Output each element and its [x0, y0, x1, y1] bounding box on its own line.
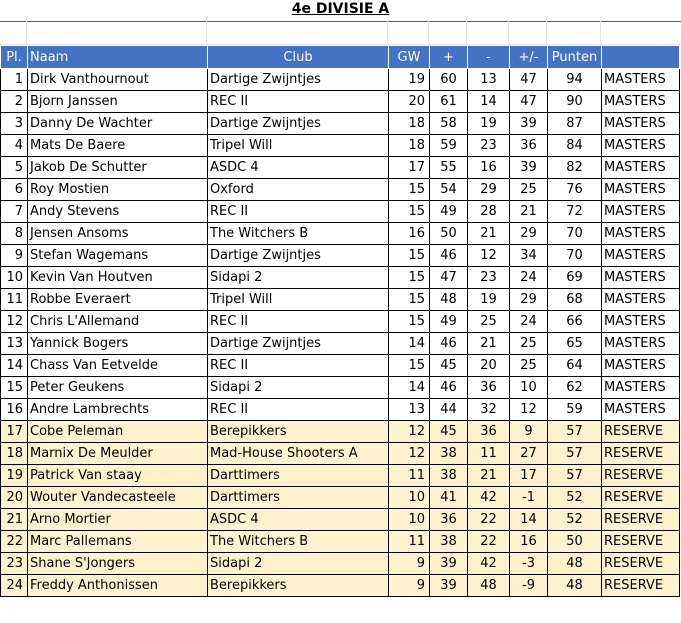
- cell-plus: 36: [430, 509, 468, 531]
- cell-status: MASTERS: [602, 135, 680, 157]
- table-row: [1, 69, 680, 91]
- cell-status: MASTERS: [602, 179, 680, 201]
- cell-status: RESERVE: [602, 553, 680, 575]
- cell-plus: 61: [430, 91, 468, 113]
- cell-plus: 58: [430, 113, 468, 135]
- cell-punten: 70: [548, 223, 602, 245]
- cell-diff: 39: [510, 157, 548, 179]
- cell-gw: 10: [389, 509, 430, 531]
- cell-diff: 39: [510, 113, 548, 135]
- column-header-plus: +: [430, 46, 468, 69]
- cell-punten: 65: [548, 333, 602, 355]
- cell-plus: 39: [430, 575, 468, 597]
- header-row: [1, 46, 680, 69]
- cell-minus: 28: [468, 201, 510, 223]
- cell-club: Dartige Zwijntjes: [208, 245, 389, 267]
- cell-club: The Witchers B: [208, 531, 389, 553]
- table-row: [1, 267, 680, 289]
- gridline: [466, 21, 467, 45]
- gridline: [387, 21, 388, 45]
- cell-gw: 15: [389, 355, 430, 377]
- cell-diff: 29: [510, 223, 548, 245]
- cell-plus: 60: [430, 69, 468, 91]
- cell-punten: 62: [548, 377, 602, 399]
- cell-rank: 20: [1, 487, 28, 509]
- cell-club: Dartige Zwijntjes: [208, 113, 389, 135]
- cell-punten: 57: [548, 443, 602, 465]
- cell-name: Shane S'Jongers: [28, 553, 208, 575]
- cell-diff: 21: [510, 201, 548, 223]
- cell-punten: 64: [548, 355, 602, 377]
- cell-name: Peter Geukens: [28, 377, 208, 399]
- cell-gw: 15: [389, 311, 430, 333]
- title-row: [0, 0, 681, 22]
- table-row: [1, 443, 680, 465]
- table-row: [1, 333, 680, 355]
- cell-diff: -3: [510, 553, 548, 575]
- table-row: [1, 179, 680, 201]
- table-row: [1, 311, 680, 333]
- cell-name: Dirk Vanthournout: [28, 69, 208, 91]
- cell-name: Freddy Anthonissen: [28, 575, 208, 597]
- table-row: [1, 201, 680, 223]
- cell-status: RESERVE: [602, 465, 680, 487]
- cell-diff: 14: [510, 509, 548, 531]
- cell-diff: 25: [510, 179, 548, 201]
- cell-rank: 16: [1, 399, 28, 421]
- table-row: [1, 575, 680, 597]
- table-row: [1, 509, 680, 531]
- cell-plus: 38: [430, 443, 468, 465]
- cell-punten: 94: [548, 69, 602, 91]
- cell-punten: 70: [548, 245, 602, 267]
- cell-name: Jensen Ansoms: [28, 223, 208, 245]
- gridline: [428, 21, 429, 45]
- cell-club: Tripel Will: [208, 135, 389, 157]
- cell-diff: -9: [510, 575, 548, 597]
- cell-status: MASTERS: [602, 267, 680, 289]
- cell-name: Arno Mortier: [28, 509, 208, 531]
- cell-status: MASTERS: [602, 113, 680, 135]
- cell-rank: 23: [1, 553, 28, 575]
- cell-name: Roy Mostien: [28, 179, 208, 201]
- cell-diff: 24: [510, 311, 548, 333]
- cell-plus: 39: [430, 553, 468, 575]
- cell-punten: 48: [548, 575, 602, 597]
- cell-punten: 66: [548, 311, 602, 333]
- cell-club: Oxford: [208, 179, 389, 201]
- cell-rank: 7: [1, 201, 28, 223]
- cell-status: RESERVE: [602, 509, 680, 531]
- cell-plus: 49: [430, 311, 468, 333]
- table-row: [1, 91, 680, 113]
- cell-plus: 46: [430, 245, 468, 267]
- cell-plus: 38: [430, 531, 468, 553]
- cell-plus: 54: [430, 179, 468, 201]
- cell-name: Bjorn Janssen: [28, 91, 208, 113]
- cell-punten: 59: [548, 399, 602, 421]
- cell-status: RESERVE: [602, 531, 680, 553]
- cell-club: Sidapi 2: [208, 377, 389, 399]
- cell-name: Marnix De Meulder: [28, 443, 208, 465]
- cell-rank: 17: [1, 421, 28, 443]
- cell-name: Marc Pallemans: [28, 531, 208, 553]
- cell-plus: 46: [430, 377, 468, 399]
- cell-club: REC II: [208, 355, 389, 377]
- cell-punten: 57: [548, 421, 602, 443]
- cell-diff: 16: [510, 531, 548, 553]
- cell-minus: 36: [468, 421, 510, 443]
- cell-gw: 14: [389, 333, 430, 355]
- table-row: [1, 223, 680, 245]
- cell-gw: 18: [389, 135, 430, 157]
- cell-club: Berepikkers: [208, 421, 389, 443]
- cell-minus: 14: [468, 91, 510, 113]
- cell-diff: 27: [510, 443, 548, 465]
- cell-gw: 15: [389, 245, 430, 267]
- cell-minus: 23: [468, 135, 510, 157]
- cell-status: RESERVE: [602, 487, 680, 509]
- cell-name: Robbe Everaert: [28, 289, 208, 311]
- cell-club: Tripel Will: [208, 289, 389, 311]
- cell-status: MASTERS: [602, 333, 680, 355]
- cell-club: ASDC 4: [208, 157, 389, 179]
- cell-diff: 10: [510, 377, 548, 399]
- cell-minus: 22: [468, 531, 510, 553]
- cell-status: RESERVE: [602, 421, 680, 443]
- cell-status: MASTERS: [602, 91, 680, 113]
- cell-gw: 19: [389, 69, 430, 91]
- cell-diff: 34: [510, 245, 548, 267]
- cell-rank: 18: [1, 443, 28, 465]
- cell-plus: 38: [430, 465, 468, 487]
- cell-plus: 47: [430, 267, 468, 289]
- cell-gw: 18: [389, 113, 430, 135]
- cell-club: Darttimers: [208, 487, 389, 509]
- cell-plus: 48: [430, 289, 468, 311]
- cell-minus: 16: [468, 157, 510, 179]
- cell-status: MASTERS: [602, 201, 680, 223]
- column-header-pl: Pl.: [1, 46, 28, 69]
- table-row: [1, 377, 680, 399]
- cell-rank: 14: [1, 355, 28, 377]
- cell-minus: 21: [468, 223, 510, 245]
- cell-status: RESERVE: [602, 443, 680, 465]
- cell-minus: 36: [468, 377, 510, 399]
- gridline: [546, 21, 547, 45]
- standings-body: [1, 69, 680, 597]
- cell-punten: 57: [548, 465, 602, 487]
- cell-punten: 52: [548, 509, 602, 531]
- table-row: [1, 487, 680, 509]
- cell-minus: 13: [468, 69, 510, 91]
- cell-punten: 90: [548, 91, 602, 113]
- cell-minus: 11: [468, 443, 510, 465]
- cell-name: Andy Stevens: [28, 201, 208, 223]
- cell-name: Yannick Bogers: [28, 333, 208, 355]
- table-row: [1, 245, 680, 267]
- cell-gw: 9: [389, 553, 430, 575]
- table-row: [1, 399, 680, 421]
- cell-status: MASTERS: [602, 289, 680, 311]
- cell-minus: 19: [468, 113, 510, 135]
- cell-diff: 9: [510, 421, 548, 443]
- cell-status: MASTERS: [602, 69, 680, 91]
- cell-minus: 22: [468, 509, 510, 531]
- cell-name: Cobe Peleman: [28, 421, 208, 443]
- cell-name: Chris L'Allemand: [28, 311, 208, 333]
- column-header-diff: +/-: [510, 46, 548, 69]
- cell-rank: 1: [1, 69, 28, 91]
- cell-name: Danny De Wachter: [28, 113, 208, 135]
- cell-punten: 69: [548, 267, 602, 289]
- cell-club: REC II: [208, 399, 389, 421]
- cell-status: RESERVE: [602, 575, 680, 597]
- column-header-minus: -: [468, 46, 510, 69]
- cell-status: MASTERS: [602, 355, 680, 377]
- cell-plus: 45: [430, 355, 468, 377]
- table-row: [1, 355, 680, 377]
- cell-diff: 25: [510, 333, 548, 355]
- cell-rank: 11: [1, 289, 28, 311]
- cell-minus: 25: [468, 311, 510, 333]
- cell-club: Sidapi 2: [208, 267, 389, 289]
- cell-diff: 36: [510, 135, 548, 157]
- cell-club: Mad-House Shooters A: [208, 443, 389, 465]
- cell-gw: 20: [389, 91, 430, 113]
- cell-minus: 29: [468, 179, 510, 201]
- cell-club: Sidapi 2: [208, 553, 389, 575]
- table-row: [1, 157, 680, 179]
- gridline: [508, 21, 509, 45]
- cell-status: MASTERS: [602, 245, 680, 267]
- cell-club: Dartige Zwijntjes: [208, 69, 389, 91]
- cell-plus: 49: [430, 201, 468, 223]
- cell-gw: 10: [389, 487, 430, 509]
- cell-club: ASDC 4: [208, 509, 389, 531]
- cell-punten: 76: [548, 179, 602, 201]
- cell-gw: 15: [389, 267, 430, 289]
- cell-diff: 47: [510, 91, 548, 113]
- cell-name: Jakob De Schutter: [28, 157, 208, 179]
- cell-rank: 5: [1, 157, 28, 179]
- cell-rank: 21: [1, 509, 28, 531]
- column-header-status: [602, 46, 680, 69]
- column-header-club: Club: [208, 46, 389, 69]
- cell-club: REC II: [208, 201, 389, 223]
- cell-minus: 23: [468, 267, 510, 289]
- cell-gw: 12: [389, 443, 430, 465]
- cell-punten: 48: [548, 553, 602, 575]
- cell-rank: 6: [1, 179, 28, 201]
- cell-gw: 15: [389, 201, 430, 223]
- cell-punten: 87: [548, 113, 602, 135]
- gridline: [600, 21, 601, 45]
- cell-rank: 3: [1, 113, 28, 135]
- cell-gw: 15: [389, 179, 430, 201]
- cell-punten: 52: [548, 487, 602, 509]
- cell-name: Wouter Vandecasteele: [28, 487, 208, 509]
- cell-plus: 59: [430, 135, 468, 157]
- cell-club: Berepikkers: [208, 575, 389, 597]
- cell-rank: 8: [1, 223, 28, 245]
- cell-name: Stefan Wagemans: [28, 245, 208, 267]
- cell-punten: 72: [548, 201, 602, 223]
- cell-status: MASTERS: [602, 377, 680, 399]
- cell-diff: 29: [510, 289, 548, 311]
- cell-minus: 12: [468, 245, 510, 267]
- cell-name: Andre Lambrechts: [28, 399, 208, 421]
- table-row: [1, 113, 680, 135]
- cell-gw: 12: [389, 421, 430, 443]
- cell-plus: 46: [430, 333, 468, 355]
- cell-rank: 2: [1, 91, 28, 113]
- cell-club: The Witchers B: [208, 223, 389, 245]
- cell-rank: 9: [1, 245, 28, 267]
- table-row: [1, 421, 680, 443]
- cell-name: Kevin Van Houtven: [28, 267, 208, 289]
- cell-plus: 41: [430, 487, 468, 509]
- cell-club: REC II: [208, 311, 389, 333]
- cell-punten: 50: [548, 531, 602, 553]
- table-row: [1, 289, 680, 311]
- cell-gw: 13: [389, 399, 430, 421]
- table-row: [1, 531, 680, 553]
- cell-name: Mats De Baere: [28, 135, 208, 157]
- cell-minus: 21: [468, 465, 510, 487]
- cell-rank: 22: [1, 531, 28, 553]
- cell-minus: 48: [468, 575, 510, 597]
- cell-status: MASTERS: [602, 157, 680, 179]
- gridline: [26, 21, 27, 45]
- cell-rank: 13: [1, 333, 28, 355]
- cell-punten: 84: [548, 135, 602, 157]
- column-header-gw: GW: [389, 46, 430, 69]
- standings-table: [0, 45, 680, 597]
- cell-name: Patrick Van staay: [28, 465, 208, 487]
- cell-diff: 47: [510, 69, 548, 91]
- cell-punten: 82: [548, 157, 602, 179]
- cell-punten: 68: [548, 289, 602, 311]
- cell-diff: 17: [510, 465, 548, 487]
- cell-minus: 42: [468, 553, 510, 575]
- cell-gw: 14: [389, 377, 430, 399]
- cell-gw: 16: [389, 223, 430, 245]
- cell-rank: 12: [1, 311, 28, 333]
- cell-plus: 55: [430, 157, 468, 179]
- column-header-naam: Naam: [28, 46, 208, 69]
- cell-club: REC II: [208, 91, 389, 113]
- cell-rank: 19: [1, 465, 28, 487]
- cell-diff: 12: [510, 399, 548, 421]
- cell-rank: 10: [1, 267, 28, 289]
- cell-gw: 17: [389, 157, 430, 179]
- cell-rank: 4: [1, 135, 28, 157]
- cell-plus: 50: [430, 223, 468, 245]
- table-row: [1, 553, 680, 575]
- table-row: [1, 465, 680, 487]
- cell-minus: 21: [468, 333, 510, 355]
- cell-rank: 15: [1, 377, 28, 399]
- cell-status: MASTERS: [602, 399, 680, 421]
- cell-diff: 24: [510, 267, 548, 289]
- cell-gw: 11: [389, 531, 430, 553]
- cell-status: MASTERS: [602, 311, 680, 333]
- cell-minus: 20: [468, 355, 510, 377]
- gridline: [206, 21, 207, 45]
- cell-diff: 25: [510, 355, 548, 377]
- cell-gw: 15: [389, 289, 430, 311]
- cell-gw: 9: [389, 575, 430, 597]
- column-header-punten: Punten: [548, 46, 602, 69]
- table-row: [1, 135, 680, 157]
- division-title: 4e DIVISIE A: [291, 1, 390, 17]
- cell-club: Darttimers: [208, 465, 389, 487]
- cell-plus: 45: [430, 421, 468, 443]
- cell-rank: 24: [1, 575, 28, 597]
- cell-club: Dartige Zwijntjes: [208, 333, 389, 355]
- cell-minus: 19: [468, 289, 510, 311]
- cell-minus: 42: [468, 487, 510, 509]
- cell-status: MASTERS: [602, 223, 680, 245]
- cell-diff: -1: [510, 487, 548, 509]
- cell-minus: 32: [468, 399, 510, 421]
- cell-gw: 11: [389, 465, 430, 487]
- cell-name: Chass Van Eetvelde: [28, 355, 208, 377]
- cell-plus: 44: [430, 399, 468, 421]
